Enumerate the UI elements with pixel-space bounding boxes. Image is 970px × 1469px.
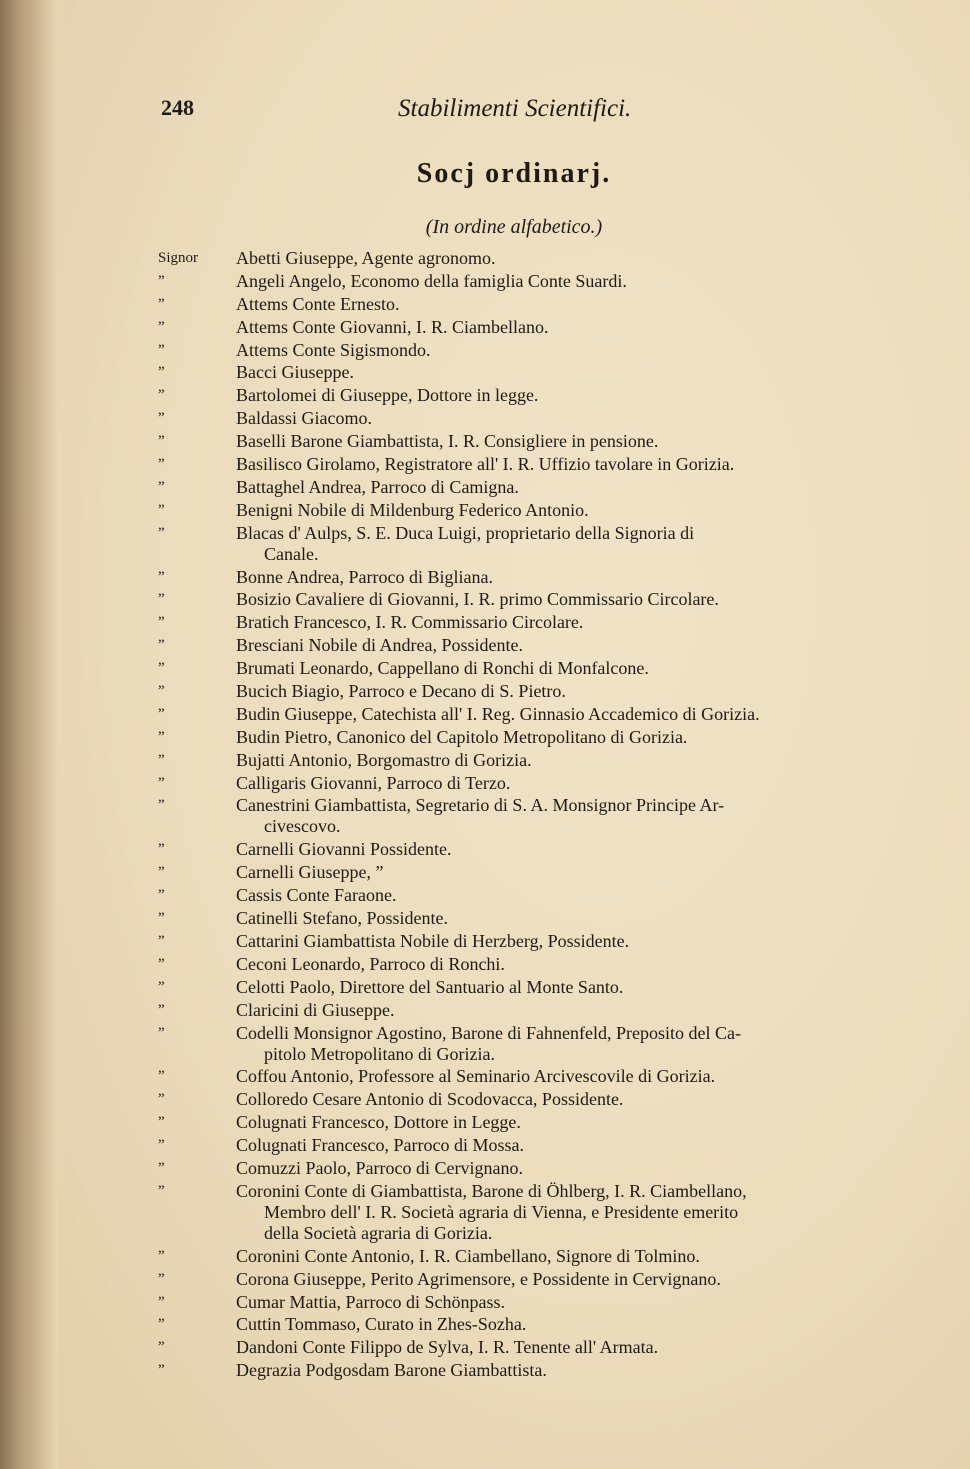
member-entry (158, 408, 928, 429)
entry-prefix: ” (158, 1001, 165, 1018)
entry-text (236, 408, 928, 429)
entry-text (236, 1023, 928, 1065)
entry-line: Coffou Antonio, Professore al Seminario Arcivescovile di Gorizia. (236, 1066, 716, 1087)
entry-prefix: ” (158, 751, 165, 768)
entry-line: Coronini Conte di Giambattista, Barone di Öhlberg, I. R. Ciambellano, (236, 1180, 747, 1201)
entry-line: Attems Conte Ernesto. (236, 293, 400, 314)
entry-text (236, 931, 928, 952)
entry-text (236, 1314, 928, 1335)
entry-prefix: ” (158, 932, 165, 949)
entry-text (236, 1066, 928, 1087)
entry-prefix: ” (158, 433, 165, 450)
entry-prefix: ” (158, 341, 165, 358)
entry-line: Canestrini Giambattista, Segretario di S. A. Monsignor Principe Ar- (236, 795, 725, 816)
entry-prefix: ” (158, 1159, 165, 1176)
entry-line: Colloredo Cesare Antonio di Scodovacca, Possidente. (236, 1089, 624, 1110)
entry-text (236, 1246, 928, 1267)
entry-prefix: ” (158, 887, 165, 904)
member-list (158, 248, 928, 1383)
entry-prefix: ” (158, 501, 165, 518)
entry-line: Claricini di Giuseppe. (236, 999, 395, 1020)
entry-text (236, 248, 928, 269)
member-entry (158, 1269, 928, 1290)
entry-text (236, 727, 928, 748)
entry-text (236, 294, 928, 315)
member-entry (158, 1314, 928, 1335)
entry-prefix: ” (158, 1270, 165, 1287)
entry-line: Bresciani Nobile di Andrea, Possidente. (236, 635, 523, 656)
page-number: 248 (161, 95, 194, 120)
entry-prefix: ” (158, 614, 165, 631)
member-entry (158, 773, 928, 794)
entry-line: Colugnati Francesco, Dottore in Legge. (236, 1112, 521, 1133)
member-entry (158, 977, 928, 998)
entry-text (236, 454, 928, 475)
entry-line: Basilisco Girolamo, Registratore all' I. R. Uffizio tavolare in Gorizia. (236, 454, 735, 475)
member-entry (158, 385, 928, 406)
entry-text (236, 862, 928, 883)
entry-line: Dandoni Conte Filippo de Sylva, I. R. Tenente all' Armata. (236, 1337, 659, 1358)
entry-line: Bujatti Antonio, Borgomastro di Gorizia. (236, 749, 532, 770)
member-entry (158, 500, 928, 521)
entry-prefix: ” (158, 1114, 165, 1131)
entry-prefix: ” (158, 1316, 165, 1333)
entry-prefix: ” (158, 1091, 165, 1108)
entry-line: Bucich Biagio, Parroco e Decano di S. Pietro. (236, 681, 566, 702)
entry-line: Angeli Angelo, Economo della famiglia Conte Suardi. (236, 270, 627, 291)
member-entry (158, 523, 928, 565)
entry-text (236, 635, 928, 656)
entry-text (236, 567, 928, 588)
entry-line: Bacci Giuseppe. (236, 362, 354, 383)
entry-text (236, 1135, 928, 1156)
entry-text (236, 612, 928, 633)
book-page (58, 0, 970, 1469)
entry-text (236, 954, 928, 975)
member-entry (158, 931, 928, 952)
entry-text (236, 1158, 928, 1179)
member-entry (158, 294, 928, 315)
member-entry (158, 795, 928, 837)
entry-line: Benigni Nobile di Mildenburg Federico Antonio. (236, 499, 589, 520)
entry-text (236, 1360, 928, 1381)
entry-continuation-line: pitolo Metropolitano di Gorizia. (264, 1043, 495, 1064)
entry-prefix: ” (158, 1293, 165, 1310)
entry-text (236, 839, 928, 860)
entry-line: Calligaris Giovanni, Parroco di Terzo. (236, 772, 511, 793)
entry-prefix: ” (158, 728, 165, 745)
entry-prefix: ” (158, 295, 165, 312)
member-entry (158, 862, 928, 883)
entry-text (236, 500, 928, 521)
entry-text (236, 1269, 928, 1290)
entry-line: Baselli Barone Giambattista, I. R. Consigliere in pensione. (236, 431, 659, 452)
entry-line: Degrazia Podgosdam Barone Giambattista. (236, 1360, 547, 1381)
entry-text (236, 795, 928, 837)
entry-text (236, 773, 928, 794)
entry-line: Bratich Francesco, I. R. Commissario Circolare. (236, 612, 584, 633)
entry-text (236, 908, 928, 929)
member-entry (158, 1246, 928, 1267)
entry-prefix: ” (158, 1068, 165, 1085)
member-entry (158, 362, 928, 383)
entry-line: Attems Conte Giovanni, I. R. Ciambellano. (236, 316, 549, 337)
entry-text (236, 431, 928, 452)
entry-line: Cassis Conte Faraone. (236, 885, 397, 906)
entry-text (236, 362, 928, 383)
entry-text (236, 1112, 928, 1133)
entry-prefix: ” (158, 591, 165, 608)
entry-text (236, 385, 928, 406)
entry-text (236, 658, 928, 679)
entry-line: Carnelli Giuseppe, ” (236, 862, 384, 883)
member-entry (158, 271, 928, 292)
member-entry (158, 431, 928, 452)
entry-prefix: ” (158, 1024, 165, 1041)
entry-line: Budin Pietro, Canonico del Capitolo Metropolitano di Gorizia. (236, 726, 688, 747)
entry-prefix: ” (158, 955, 165, 972)
entry-line: Brumati Leonardo, Cappellano di Ronchi di Monfalcone. (236, 658, 649, 679)
entry-line: Catinelli Stefano, Possidente. (236, 908, 448, 929)
member-entry (158, 1158, 928, 1179)
entry-line: Celotti Paolo, Direttore del Santuario al Monte Santo. (236, 976, 624, 997)
member-entry (158, 908, 928, 929)
entry-text (236, 681, 928, 702)
entry-text (236, 704, 928, 725)
member-entry (158, 885, 928, 906)
member-entry (158, 1292, 928, 1313)
entry-line: Bonne Andrea, Parroco di Bigliana. (236, 566, 493, 587)
member-entry (158, 1023, 928, 1065)
member-entry (158, 839, 928, 860)
member-entry (158, 681, 928, 702)
entry-prefix: ” (158, 524, 165, 541)
entry-prefix: ” (158, 568, 165, 585)
entry-line: Budin Giuseppe, Catechista all' I. Reg. Ginnasio Accademico di Gorizia. (236, 703, 760, 724)
entry-text (236, 1337, 928, 1358)
entry-continuation-line: civescovo. (264, 816, 341, 837)
member-entry (158, 727, 928, 748)
entry-line: Battaghel Andrea, Parroco di Camigna. (236, 476, 519, 497)
entry-continuation-line: Membro dell' I. R. Società agraria di Vienna, e Presidente emerito (264, 1201, 739, 1222)
member-entry (158, 1337, 928, 1358)
entry-prefix: ” (158, 387, 165, 404)
section-subtitle: (In ordine alfabetico.) (425, 216, 603, 238)
entry-prefix: ” (158, 637, 165, 654)
entry-text (236, 977, 928, 998)
entry-prefix: ” (158, 1339, 165, 1356)
member-entry (158, 1112, 928, 1133)
entry-text (236, 271, 928, 292)
member-entry (158, 248, 928, 269)
member-entry (158, 612, 928, 633)
entry-prefix: ” (158, 1182, 165, 1199)
member-entry (158, 1360, 928, 1381)
entry-line: Bartolomei di Giuseppe, Dottore in legge. (236, 385, 539, 406)
entry-prefix: ” (158, 978, 165, 995)
member-entry (158, 1000, 928, 1021)
member-entry (158, 317, 928, 338)
entry-prefix: ” (158, 456, 165, 473)
entry-line: Corona Giuseppe, Perito Agrimensore, e Possidente in Cervignano. (236, 1268, 721, 1289)
entry-prefix: ” (158, 318, 165, 335)
entry-line: Cattarini Giambattista Nobile di Herzberg, Possidente. (236, 930, 630, 951)
entry-prefix: ” (158, 910, 165, 927)
member-entry (158, 1066, 928, 1087)
entry-continuation-line: Canale. (264, 543, 319, 564)
member-entry (158, 340, 928, 361)
entry-line: Colugnati Francesco, Parroco di Mossa. (236, 1135, 524, 1156)
member-entry (158, 1181, 928, 1244)
entry-prefix: ” (158, 1137, 165, 1154)
entry-prefix: ” (158, 797, 165, 814)
member-entry (158, 704, 928, 725)
entry-text (236, 477, 928, 498)
entry-prefix: ” (158, 478, 165, 495)
entry-line: Attems Conte Sigismondo. (236, 339, 431, 360)
entry-text (236, 750, 928, 771)
member-entry (158, 750, 928, 771)
member-entry (158, 454, 928, 475)
entry-line: Coronini Conte Antonio, I. R. Ciambellano, Signore di Tolmino. (236, 1245, 700, 1266)
entry-text (236, 589, 928, 610)
entry-line: Bosizio Cavaliere di Giovanni, I. R. primo Commissario Circolare. (236, 589, 719, 610)
entry-text (236, 1000, 928, 1021)
entry-continuation-line: della Società agraria di Gorizia. (264, 1222, 493, 1243)
entry-text (236, 523, 928, 565)
entry-prefix: ” (158, 364, 165, 381)
entry-line: Ceconi Leonardo, Parroco di Ronchi. (236, 953, 505, 974)
entry-text (236, 317, 928, 338)
page-header (58, 95, 970, 135)
member-entry (158, 589, 928, 610)
entry-line: Abetti Giuseppe, Agente agronomo. (236, 248, 496, 268)
entry-line: Cuttin Tommaso, Curato in Zhes-Sozha. (236, 1314, 527, 1335)
entry-prefix: ” (158, 705, 165, 722)
member-entry (158, 1135, 928, 1156)
entry-prefix: ” (158, 410, 165, 427)
member-entry (158, 477, 928, 498)
entry-prefix: ” (158, 683, 165, 700)
member-entry (158, 1089, 928, 1110)
book-binding-edge (0, 0, 58, 1469)
entry-prefix: Signor (158, 250, 199, 266)
entry-line: Baldassi Giacomo. (236, 408, 372, 429)
member-entry (158, 954, 928, 975)
running-title: Stabilimenti Scientifici. (398, 95, 632, 122)
entry-text (236, 1181, 928, 1244)
member-entry (158, 635, 928, 656)
member-entry (158, 567, 928, 588)
entry-prefix: ” (158, 660, 165, 677)
entry-line: Blacas d' Aulps, S. E. Duca Luigi, proprietario della Signoria di (236, 522, 695, 543)
entry-prefix: ” (158, 864, 165, 881)
entry-prefix: ” (158, 841, 165, 858)
entry-line: Cumar Mattia, Parroco di Schönpass. (236, 1291, 505, 1312)
entry-line: Carnelli Giovanni Possidente. (236, 839, 452, 860)
entry-text (236, 885, 928, 906)
entry-prefix: ” (158, 1247, 165, 1264)
entry-text (236, 340, 928, 361)
entry-prefix: ” (158, 272, 165, 289)
section-title: Socj ordinarj. (416, 158, 612, 189)
entry-text (236, 1089, 928, 1110)
entry-line: Comuzzi Paolo, Parroco di Cervignano. (236, 1157, 523, 1178)
entry-prefix: ” (158, 1362, 165, 1379)
entry-line: Codelli Monsignor Agostino, Barone di Fahnenfeld, Preposito del Ca- (236, 1022, 741, 1043)
entry-prefix: ” (158, 774, 165, 791)
member-entry (158, 658, 928, 679)
entry-text (236, 1292, 928, 1313)
